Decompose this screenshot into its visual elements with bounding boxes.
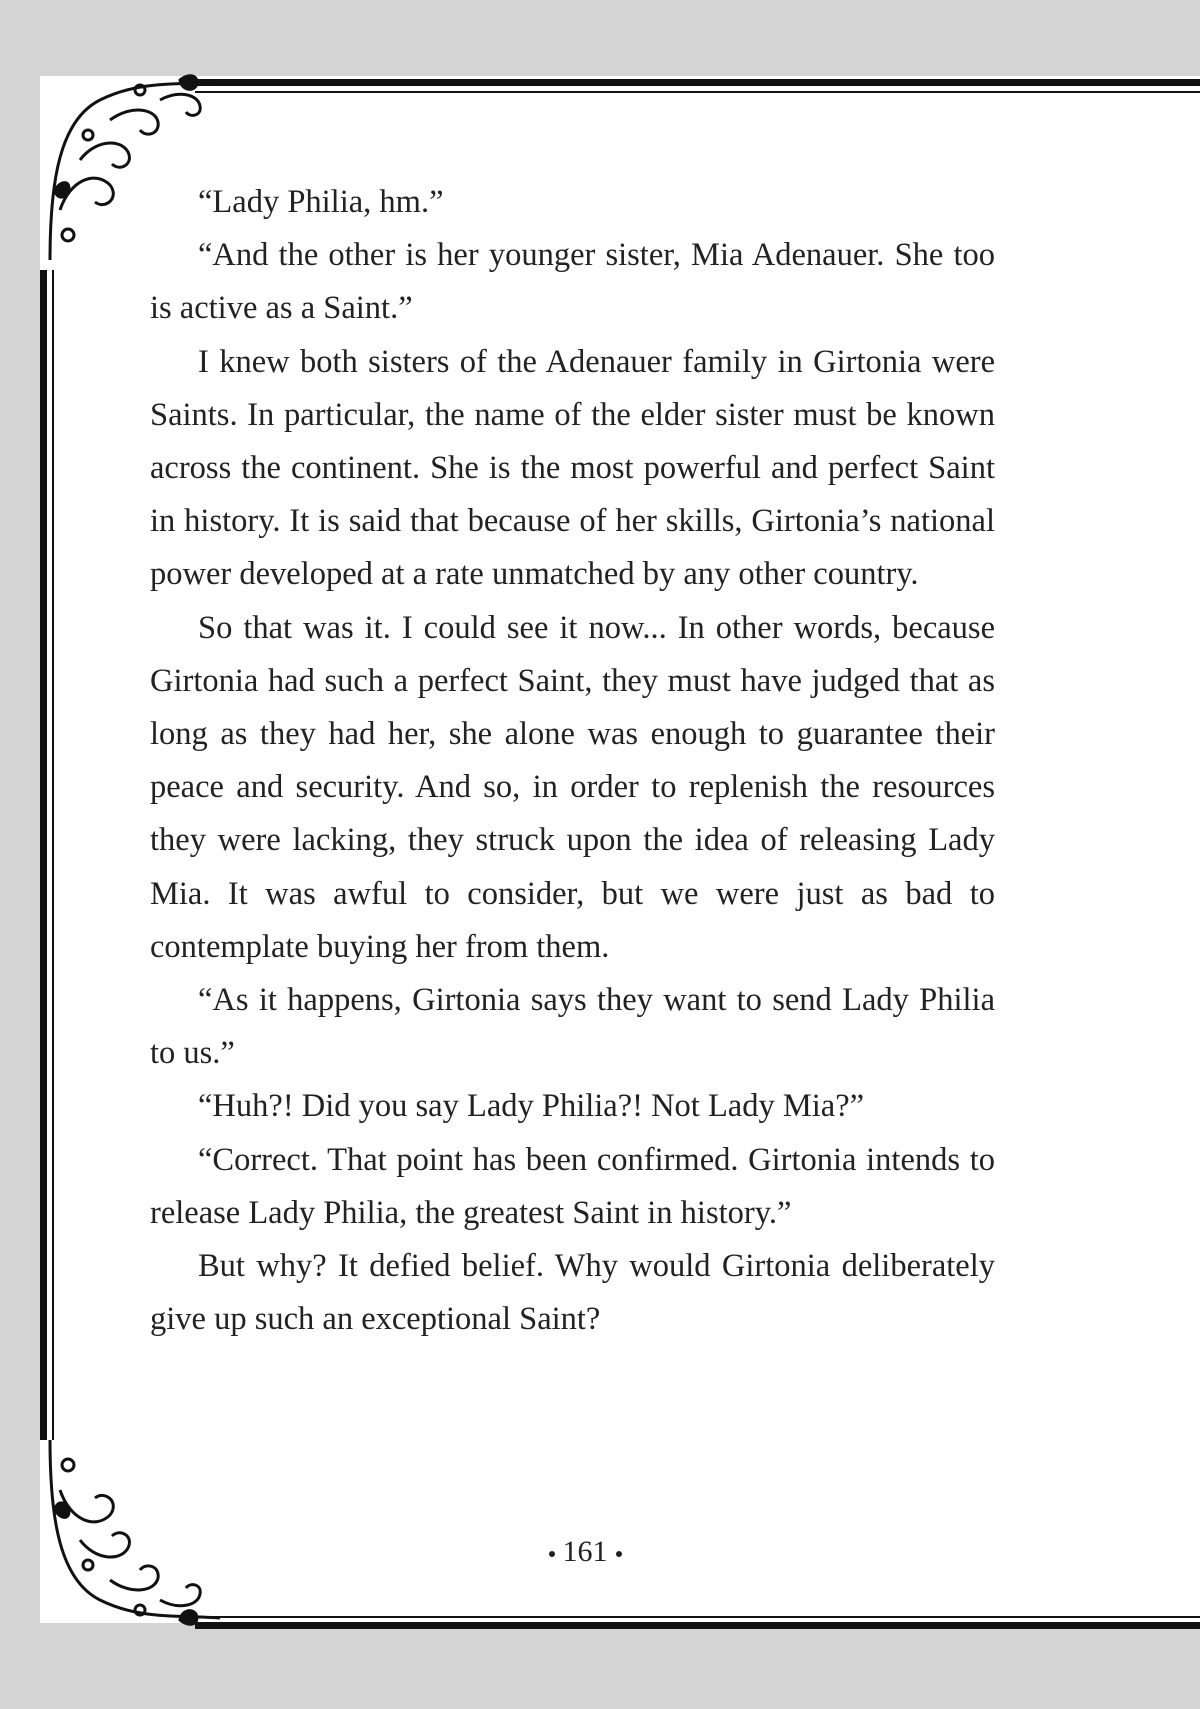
paragraph: So that was it. I could see it now... In other words, because Girtonia had such a perfect Saint, they must have judged that as long as they had her, she alone was enough to guarantee their peace and security. And so, in order to replenish the resources they were lacking, they struck upon the idea of releasing Lady Mia. It was awful to consider, but we were just as bad to contemplate buying her from them.: [150, 609, 995, 965]
paragraph: But why? It defied belief. Why would Girtonia deliberately give up such an exceptional Saint?: [150, 1248, 995, 1338]
bottom-border-thick: [195, 1622, 1200, 1629]
paragraph: I knew both sisters of the Adenauer family in Girtonia were Saints. In particular, the name of the elder sister must be known across the continent. She is the most powerful and perfect Saint in history. It is said that because of her skills, Girtonia’s national power developed at a rate unmatched by any other country.: [150, 343, 995, 593]
top-border-thin: [195, 91, 1200, 93]
page-number-value: 161: [562, 1535, 608, 1568]
paragraph: “As it happens, Girtonia says they want to send Lady Philia to us.”: [150, 982, 995, 1072]
left-border-thin: [52, 270, 54, 1440]
paragraph: “And the other is her younger sister, Mia Adenauer. She too is active as a Saint.”: [150, 237, 995, 327]
left-border-thick: [40, 270, 47, 1440]
top-border-thick: [195, 79, 1200, 86]
paragraph: “Huh?! Did you say Lady Philia?! Not Lady Mia?”: [198, 1088, 865, 1125]
bullet-icon: [616, 1551, 622, 1557]
bullet-icon: [549, 1551, 555, 1557]
paragraph: “Lady Philia, hm.”: [198, 184, 444, 220]
body-text: [150, 176, 995, 1346]
page-number: [0, 1535, 1170, 1569]
paragraph: “Correct. That point has been confirmed. Girtonia intends to release Lady Philia, the greatest Saint in history.”: [150, 1141, 995, 1231]
bottom-border-thin: [195, 1616, 1200, 1618]
